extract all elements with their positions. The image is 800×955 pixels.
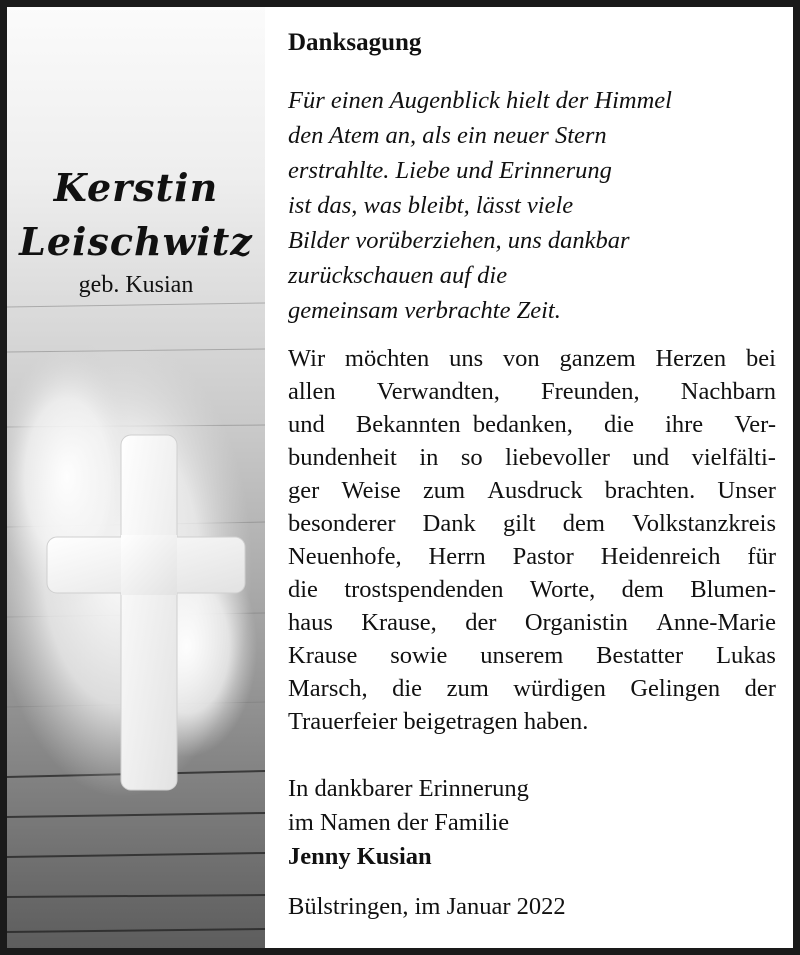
poem-line: gemeinsam verbrachte Zeit.	[288, 297, 561, 324]
paragraph-word: und	[288, 411, 325, 438]
paragraph-word: der	[744, 675, 776, 702]
place-date: Bülstringen, im Januar 2022	[288, 893, 566, 920]
paragraph-line	[288, 606, 776, 639]
paragraph-word: Organistin	[524, 609, 628, 636]
paragraph-line	[288, 375, 776, 408]
paragraph-line: Trauerfeier beigetragen haben.	[288, 708, 589, 735]
paragraph-word: möchten	[344, 345, 430, 372]
closing-line: In dankbarer Erinnerung	[288, 775, 529, 802]
poem-line: zurückschauen auf die	[288, 262, 508, 289]
paragraph-word: Gelingen	[630, 675, 721, 702]
paragraph-word: Ausdruck	[487, 477, 583, 504]
paragraph-word: Blumen-	[690, 576, 776, 603]
poem-line: Bilder vorüberziehen, uns dankbar	[288, 227, 630, 254]
paragraph-line	[288, 408, 776, 441]
paragraph-word: der	[465, 609, 497, 636]
paragraph-line	[288, 540, 776, 573]
closing-line: im Namen der Familie	[288, 809, 510, 836]
paragraph-word: Neuenhofe,	[288, 543, 402, 570]
paragraph-word: liebevoller	[505, 444, 610, 471]
paragraph-word: Krause	[288, 642, 358, 669]
paragraph-line	[288, 573, 776, 606]
closing-block	[288, 772, 776, 874]
poem-text	[288, 83, 776, 328]
paragraph-word: haus	[288, 609, 333, 636]
paragraph-word: Herrn	[428, 543, 486, 570]
paragraph-word: Lukas	[716, 642, 776, 669]
ad-heading: Danksagung	[288, 29, 422, 56]
paragraph-word: Krause,	[361, 609, 437, 636]
poem-line: den Atem an, als ein neuer Stern	[288, 122, 607, 149]
paragraph-word: so	[460, 444, 483, 471]
poem-line: Für einen Augenblick hielt der Himmel	[288, 87, 672, 114]
paragraph-word: dem	[562, 510, 605, 537]
poem-line: erstrahlte. Liebe und Erinnerung	[288, 157, 612, 184]
paragraph-word: würdigen	[513, 675, 606, 702]
paragraph-word: ihre	[665, 411, 704, 438]
paragraph-word: Anne-Marie	[656, 609, 776, 636]
memorial-photo	[7, 7, 265, 948]
paragraph-word: Bekannten bedanken,	[355, 411, 573, 438]
paragraph-word: unserem	[480, 642, 564, 669]
paragraph-word: Volkstanzkreis	[632, 510, 776, 537]
paragraph-word: brachten.	[604, 477, 696, 504]
paragraph-word: sowie	[390, 642, 448, 669]
paragraph-word: Ver-	[734, 411, 776, 438]
paragraph-word: die	[392, 675, 423, 702]
obituary-ad	[7, 7, 793, 948]
paragraph-word: zum	[422, 477, 466, 504]
paragraph-word: Pastor	[512, 543, 574, 570]
paragraph-line	[288, 474, 776, 507]
paragraph-line	[288, 441, 776, 474]
deceased-last-name: Leischwitz	[19, 219, 253, 264]
paragraph-word: zum	[446, 675, 489, 702]
paragraph-word: und	[632, 444, 670, 471]
poem-line: ist das, was bleibt, lässt viele	[288, 192, 574, 219]
cross-feather-image	[7, 7, 265, 948]
paragraph-word: Marsch,	[288, 675, 368, 702]
paragraph-line	[288, 342, 776, 375]
paragraph-word: allen	[288, 378, 336, 405]
paragraph-word: von	[502, 345, 540, 372]
paragraph-word: dem	[621, 576, 664, 603]
paragraph-word: gilt	[502, 510, 536, 537]
paragraph-word: Weise	[341, 477, 401, 504]
paragraph-word: vielfälti-	[691, 444, 776, 471]
thanks-paragraph	[288, 342, 776, 738]
paragraph-word: Bestatter	[596, 642, 684, 669]
deceased-first-name: Kerstin	[53, 165, 219, 210]
paragraph-word: Worte,	[529, 576, 596, 603]
paragraph-word: die	[604, 411, 634, 438]
paragraph-line	[288, 672, 776, 705]
signer-name: Jenny Kusian	[288, 843, 432, 870]
paragraph-word: Herzen	[655, 345, 727, 372]
maiden-name: geb. Kusian	[78, 272, 194, 298]
paragraph-word: Verwandten,	[376, 378, 500, 405]
paragraph-word: Unser	[717, 477, 776, 504]
paragraph-word: trostspendenden	[344, 576, 504, 603]
paragraph-line	[288, 639, 776, 672]
paragraph-word: Dank	[422, 510, 476, 537]
paragraph-word: Heidenreich	[600, 543, 721, 570]
paragraph-word: für	[747, 543, 776, 570]
paragraph-word: bei	[745, 345, 776, 372]
paragraph-word: Nachbarn	[680, 378, 776, 405]
paragraph-word: in	[419, 444, 439, 471]
paragraph-word: uns	[449, 345, 484, 372]
paragraph-line	[288, 507, 776, 540]
paragraph-word: ger	[288, 477, 320, 504]
paragraph-word: bundenheit	[288, 444, 397, 471]
paragraph-word: Freunden,	[540, 378, 640, 405]
paragraph-word: ganzem	[559, 345, 636, 372]
paragraph-word: Wir	[288, 345, 326, 372]
paragraph-word: besonderer	[288, 510, 396, 537]
paragraph-word: die	[288, 576, 318, 603]
